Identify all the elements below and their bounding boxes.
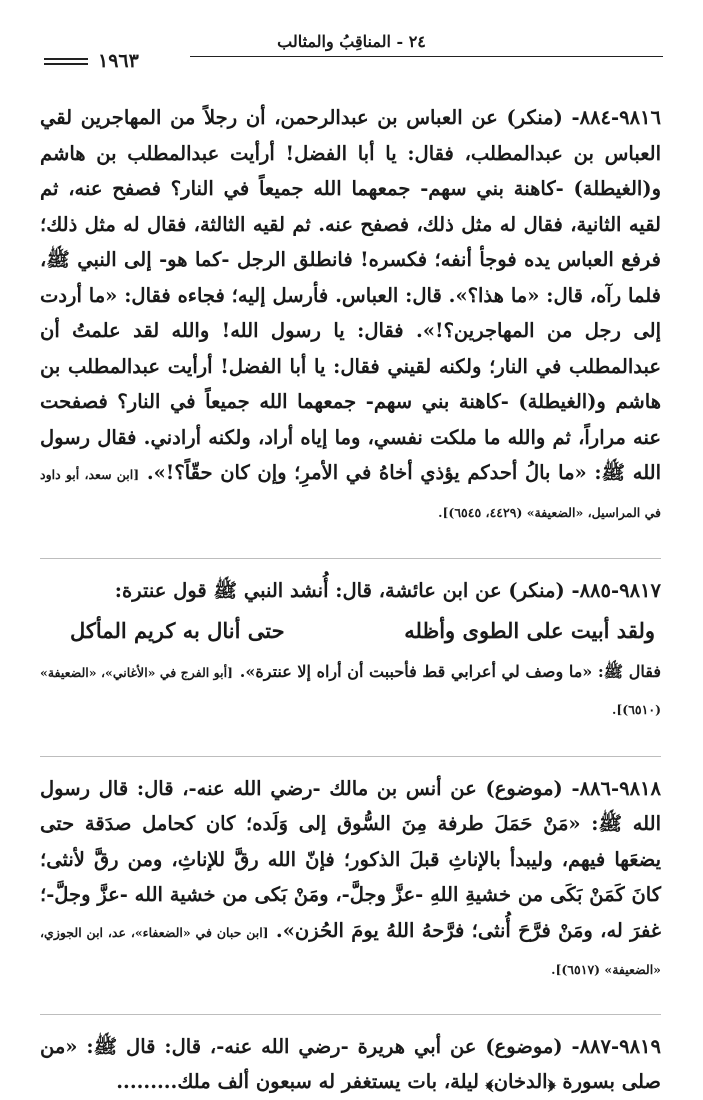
entry-separator <box>40 1014 661 1015</box>
hadith-source-9816: [ابن سعد، أبو داود في المراسيل، «الضعيفة» (٤٤٢٩، ٦٥٤٥)]. <box>40 467 661 520</box>
trailing-dots: ......... <box>116 1070 178 1093</box>
entry-separator <box>40 756 661 757</box>
hadith-source-9817: [أبو الفرج في «الأغاني»، «الضعيفة» (٦٥١٠)]. <box>40 664 661 717</box>
hadith-text <box>40 1029 661 1100</box>
hadith-text <box>40 100 661 530</box>
hadith-text-9817-after <box>40 653 661 728</box>
page-number: ١٩٦٣ <box>98 50 139 72</box>
hadith-text-9819: ٩٨١٩-٨٨٧- (موضوع) عن أبي هريرة -رضي الله عنه-، قال: قال ﷺ: «من صلى بسورة ﴿الدخان﴾ ليلة، بات يستغفر له سبعون ألف ملك <box>40 1034 661 1093</box>
verse-first-hemistich: ولقد أبيت على الطوى وأظله <box>404 617 655 643</box>
hadith-text <box>40 771 661 988</box>
poetry-verse <box>40 609 661 653</box>
hadith-text-9817: ٩٨١٧-٨٨٥- (منكر) عن ابن عائشة، قال: أُنشد النبي ﷺ قول عنترة: <box>114 579 661 602</box>
entry-separator <box>40 558 661 559</box>
hadith-text-9818: ٩٨١٨-٨٨٦- (موضوع) عن أنس بن مالك -رضي الله عنه-، قال: قال رسول الله ﷺ: «مَنْ حَمَلَ طرفة مِنَ السُّوق إلى وَلَده؛ كان كحامل صدَقة حتى يضعَها فيهم، وليبدأ بالإناثِ قبلَ الذكور؛ فإنّ الله رقَّ للإناثِ، ومن رقَّ لأنثى؛ كانَ كَمَنْ بَكَى من خشيةِ اللهِ -عزَّ وجلَّ-، ومَنْ بَكى من خشية الله -عزَّ وجلَّ-؛ غفرَ له، ومَنْ فرَّحَ أُنثى؛ فرَّحهُ اللهُ يومَ الحُزن». <box>40 776 662 942</box>
page-body <box>40 100 661 1100</box>
hadith-text-9816: ٩٨١٦-٨٨٤- (منكر) عن العباس بن عبدالرحمن، أن رجلاً من المهاجرين لقي العباس بن عبدالمطلب، فقال: يا أبا الفضل! أرأيت عبدالمطلب بن هاشم و(الغيطلة) -كاهنة بني سهم- جمعهما الله جميعاً في النار؟ فصفح عنه، ثم لقيه الثانية، فقال له مثل ذلك، فصفح عنه. ثم لقيه الثالثة، فقال له مثل ذلك؛ فرفع العباس يده فوجأ أنفه؛ فكسره! فانطلق الرجل -كما هو- إلى النبي ﷺ، فلما رآه، قال: «ما هذا؟». قال: العباس. فأرسل إليه؛ فجاءه فقال: «ما أردت إلى رجل من المهاجرين؟!». فقال: يا رسول الله! والله لقد علمتُ أن عبدالمطلب في النار؛ ولكنه لقيني فقال: يا أبا الفضل! أرأيت عبدالمطلب بن هاشم و(الغيطلة) -كاهنة بني سهم- جمعهما الله جميعاً في النار؟ فصفحت عنه مراراً، ثم والله ما ملكت نفسي، وما إياه أراد، ولكنه أرادني. فقال رسول الله ﷺ: «ما بالُ أحدكم يؤذي أخاهُ في الأمرِ؛ وإن كان حقّاً؟!». <box>40 106 662 484</box>
hadith-entry-9818 <box>40 771 661 988</box>
page-number-bars <box>44 58 88 65</box>
page-header <box>40 32 663 72</box>
header-rule <box>190 56 663 57</box>
hadith-entry-9816 <box>40 100 661 530</box>
hadith-source-9818: [ابن حبان في «الضعفاء»، عد، ابن الجوزي، «الضعيفة» (٦٥١٧)]. <box>40 924 661 977</box>
hadith-entry-9819 <box>40 1029 661 1100</box>
verse-second-hemistich: حتى أنال به كريم المأكل <box>70 617 285 643</box>
page-number-group <box>44 50 139 72</box>
hadith-entry-9817 <box>40 573 661 728</box>
hadith-text-9817-tail: فقال ﷺ: «ما وصف لي أعرابي قط فأحببت أن أراه إلا عنترة». <box>239 661 661 681</box>
chapter-title: ٢٤ - المناقِبُ والمثالب <box>277 32 426 51</box>
